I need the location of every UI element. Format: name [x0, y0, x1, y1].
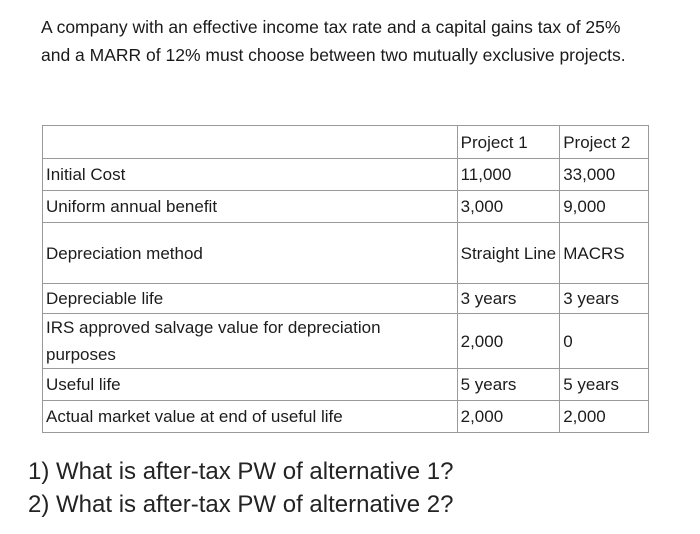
project-1-value: Straight Line — [457, 223, 560, 284]
problem-line-2: and a MARR of 12% must choose between two mutually exclusive projects. — [41, 45, 626, 65]
project-comparison-table — [42, 125, 649, 433]
table-row — [43, 369, 649, 401]
questions — [28, 455, 454, 521]
header-project-2: Project 2 — [560, 126, 649, 159]
project-2-value: 5 years — [560, 369, 649, 401]
table-row — [43, 401, 649, 433]
table-row — [43, 284, 649, 314]
table-row — [43, 191, 649, 223]
header-cell-blank — [43, 126, 458, 159]
project-2-value: 9,000 — [560, 191, 649, 223]
project-2-value: 2,000 — [560, 401, 649, 433]
row-label: Actual market value at end of useful life — [43, 401, 458, 433]
row-label: Useful life — [43, 369, 458, 401]
project-2-value: 0 — [560, 314, 649, 369]
table-row — [43, 223, 649, 284]
question-2: 2) What is after-tax PW of alternative 2? — [28, 491, 454, 518]
project-1-value: 2,000 — [457, 314, 560, 369]
project-1-value: 3 years — [457, 284, 560, 314]
problem-statement — [41, 13, 671, 69]
row-label: Depreciable life — [43, 284, 458, 314]
row-label: IRS approved salvage value for depreciation purposes — [43, 314, 458, 369]
project-2-value: 3 years — [560, 284, 649, 314]
row-label: Uniform annual benefit — [43, 191, 458, 223]
project-2-value: MACRS — [560, 223, 649, 284]
row-label: Depreciation method — [43, 223, 458, 284]
project-1-value: 3,000 — [457, 191, 560, 223]
table-row — [43, 314, 649, 369]
project-1-value: 5 years — [457, 369, 560, 401]
project-2-value: 33,000 — [560, 159, 649, 191]
table-row — [43, 159, 649, 191]
problem-line-1: A company with an effective income tax rate and a capital gains tax of 25% — [41, 17, 621, 37]
table-header-row — [43, 126, 649, 159]
question-1: 1) What is after-tax PW of alternative 1? — [28, 458, 454, 485]
project-1-value: 11,000 — [457, 159, 560, 191]
header-project-1: Project 1 — [457, 126, 560, 159]
row-label: Initial Cost — [43, 159, 458, 191]
project-1-value: 2,000 — [457, 401, 560, 433]
